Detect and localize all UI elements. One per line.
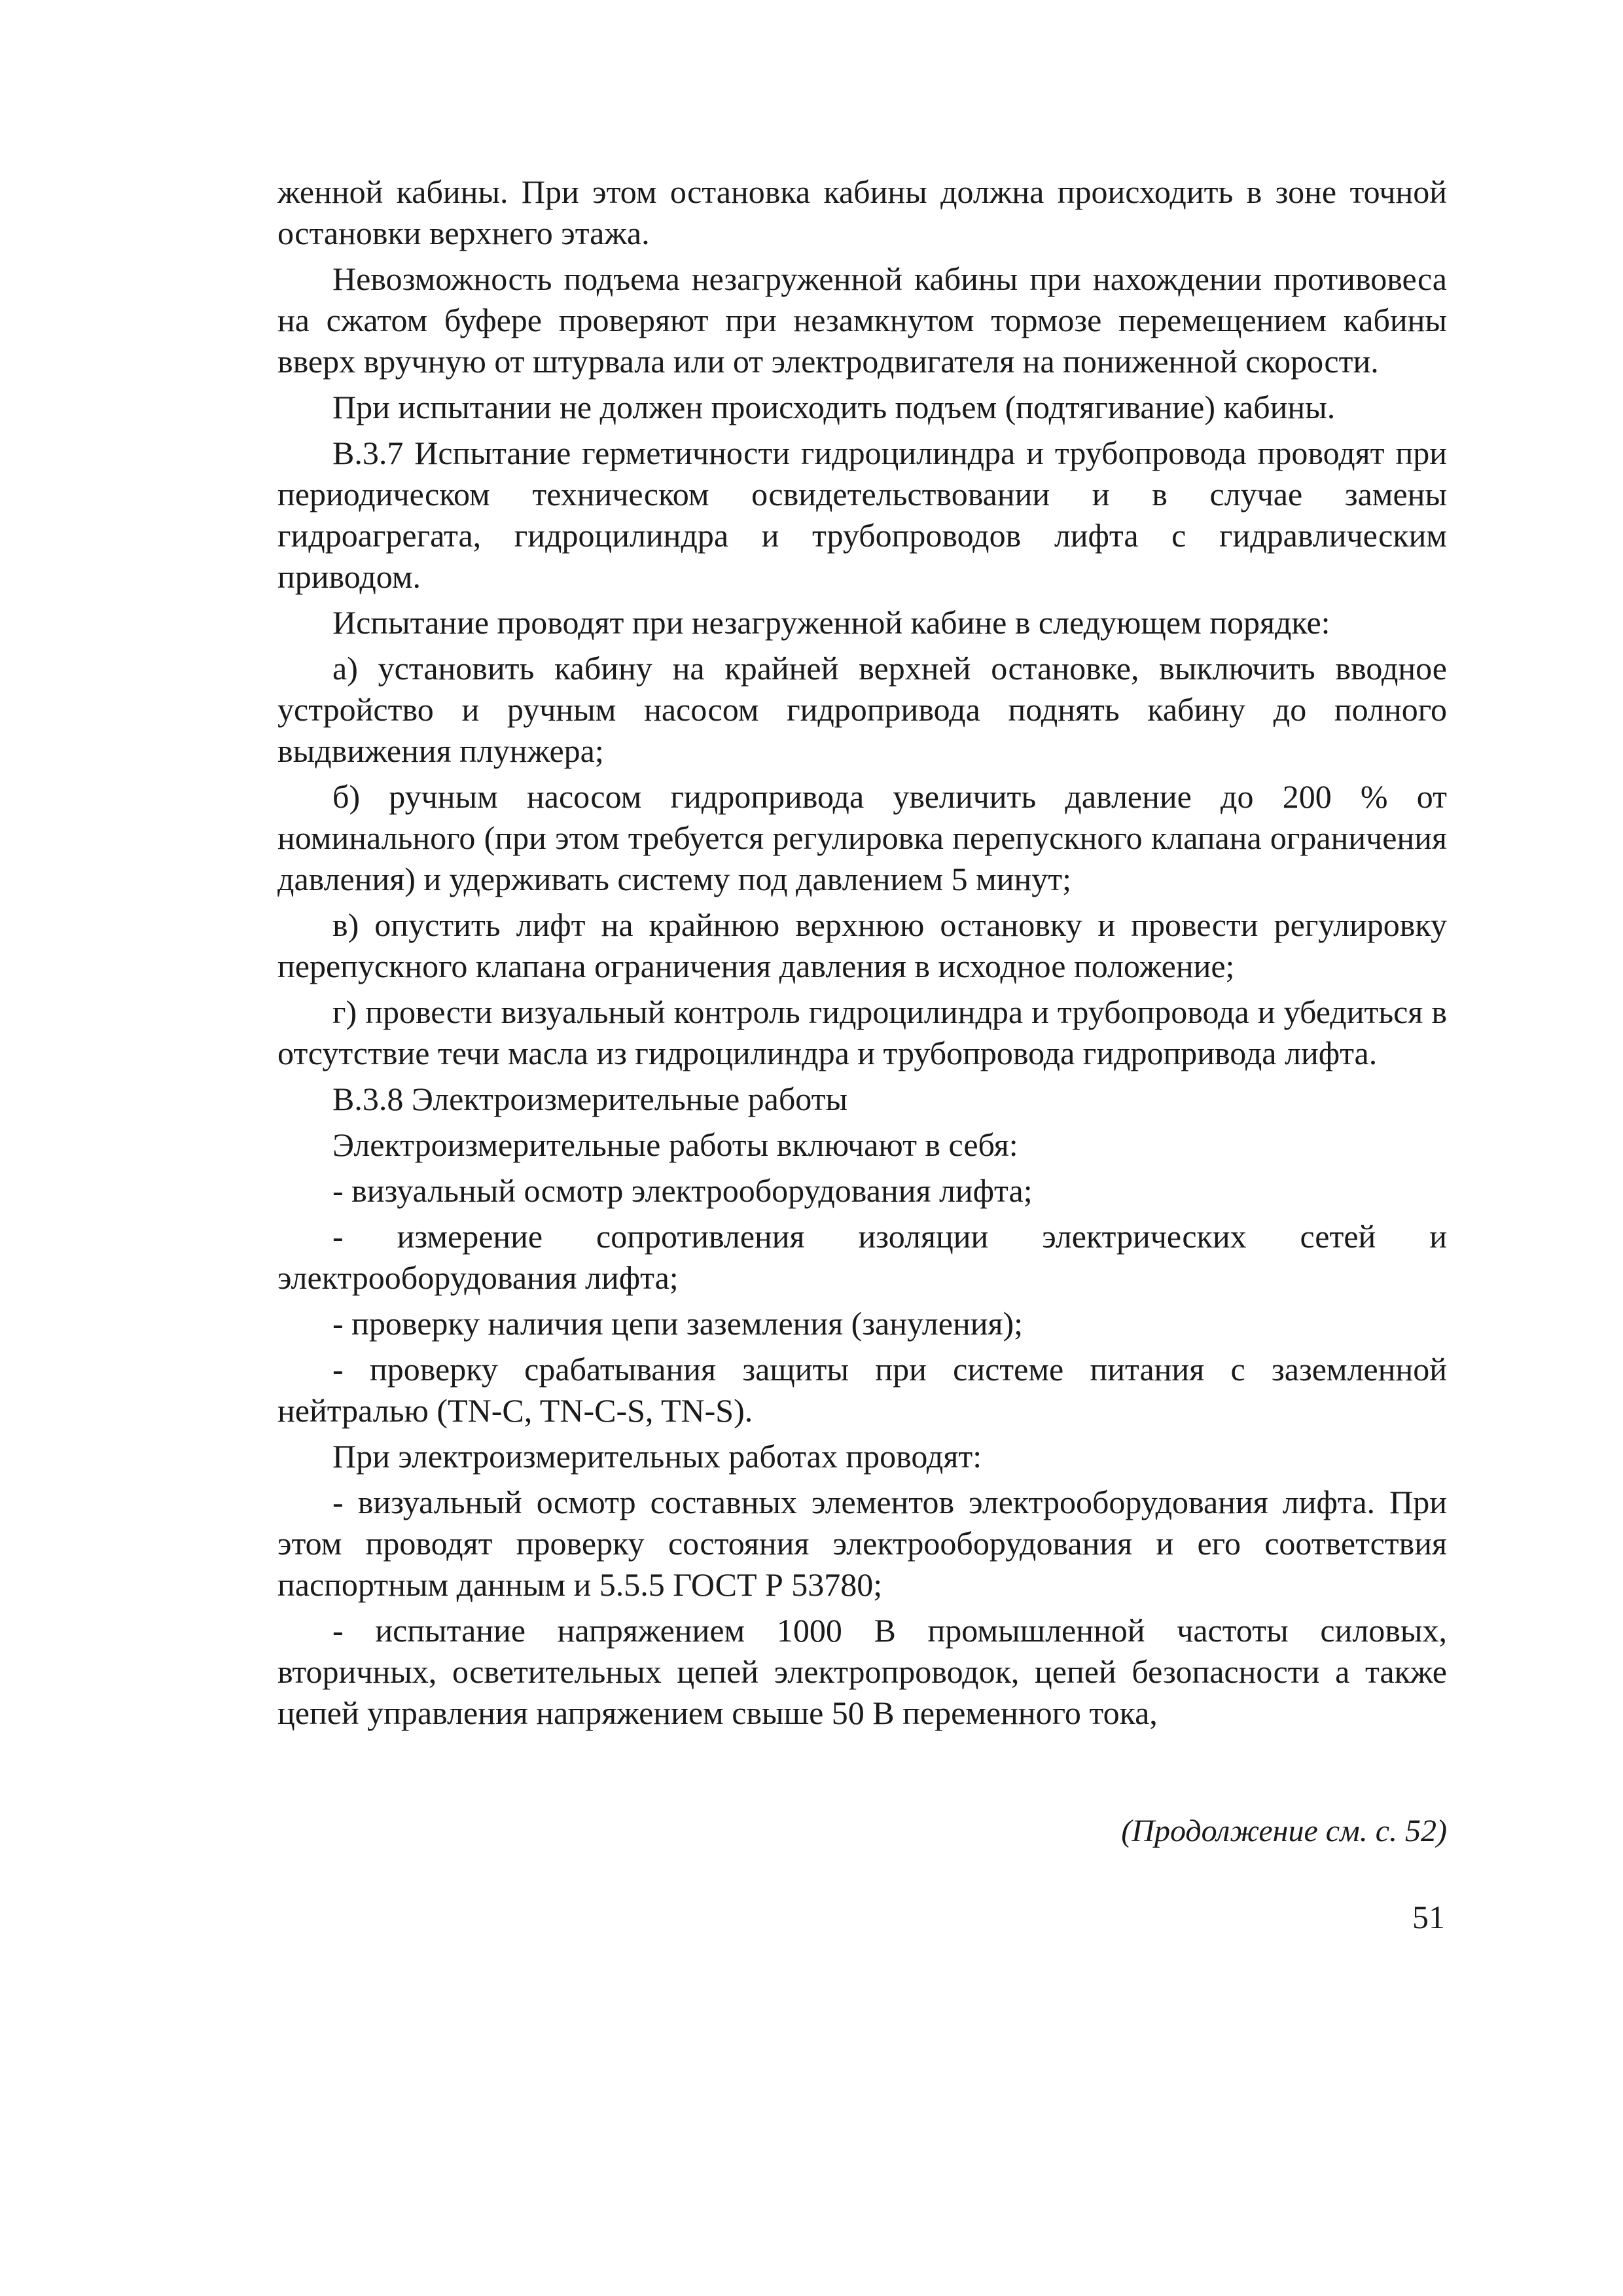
section-b38-heading: В.3.8 Электроизмерительные работы: [332, 1081, 848, 1117]
list-item: - проверку наличия цепи заземления (зануления);: [332, 1305, 1024, 1342]
list-item: - визуальный осмотр составных элементов электрооборудования лифта. При этом проводят проверку состояния электрооборудования и его соответствия паспортным данным и 5.5.5 ГОСТ Р 53780;: [277, 1484, 1447, 1603]
section-b37-paragraph: В.3.7 Испытание герметичности гидроцилиндра и трубопровода проводят при периодическом техническом освидетельствовании и в случае замены гидроагрегата, гидроцилиндра и трубопроводов лифта с гидравлическим приводом.: [277, 435, 1447, 595]
page-number: 51: [1412, 1899, 1445, 1935]
list-item-v: в) опустить лифт на крайнюю верхнюю остановку и провести регулировку перепускного клапана ограничения давления в исходное положение;: [277, 906, 1447, 984]
continuation-note: (Продолжение см. с. 52): [1121, 1814, 1447, 1848]
paragraph-continued: женной кабины. При этом остановка кабины должна происходить в зоне точной остановки верхнего этажа.: [277, 173, 1447, 251]
paragraph: При электроизмерительных работах проводят:: [332, 1438, 982, 1475]
paragraph: Невозможность подъема незагруженной кабины при нахождении противовеса на сжатом буфере проверяют при незамкнутом тормозе перемещением кабины вверх вручную от штурвала или от электродвигателя на пониженной скорости.: [277, 260, 1447, 380]
list-item-a: а) установить кабину на крайней верхней остановке, выключить вводное устройство и ручным насосом гидропривода поднять кабину до полного выдвижения плунжера;: [277, 650, 1447, 769]
body-text: [277, 171, 1447, 1738]
list-item-g: г) провести визуальный контроль гидроцилиндра и трубопровода и убедиться в отсутствие течи масла из гидроцилиндра и трубопровода гидропривода лифта.: [277, 994, 1447, 1071]
list-item-b: б) ручным насосом гидропривода увеличить давление до 200 % от номинального (при этом требуется регулировка перепускного клапана ограничения давления) и удерживать систему под давлением 5 минут;: [277, 778, 1447, 897]
list-item: - проверку срабатывания защиты при системе питания с заземленной нейтралью (TN-C, TN-C-S, TN-S).: [277, 1351, 1447, 1429]
list-item: - визуальный осмотр электрооборудования лифта;: [332, 1172, 1033, 1209]
paragraph: При испытании не должен происходить подъем (подтягивание) кабины.: [332, 389, 1336, 425]
paragraph: Электроизмерительные работы включают в себя:: [332, 1126, 1018, 1163]
paragraph: Испытание проводят при незагруженной кабине в следующем порядке:: [332, 604, 1330, 641]
list-item: - испытание напряжением 1000 В промышленной частоты силовых, вторичных, осветительных цепей электропроводок, цепей безопасности а также цепей управления напряжением свыше 50 В переменного тока,: [277, 1612, 1447, 1731]
list-item: - измерение сопротивления изоляции электрических сетей и электрооборудования лифта;: [277, 1218, 1447, 1296]
